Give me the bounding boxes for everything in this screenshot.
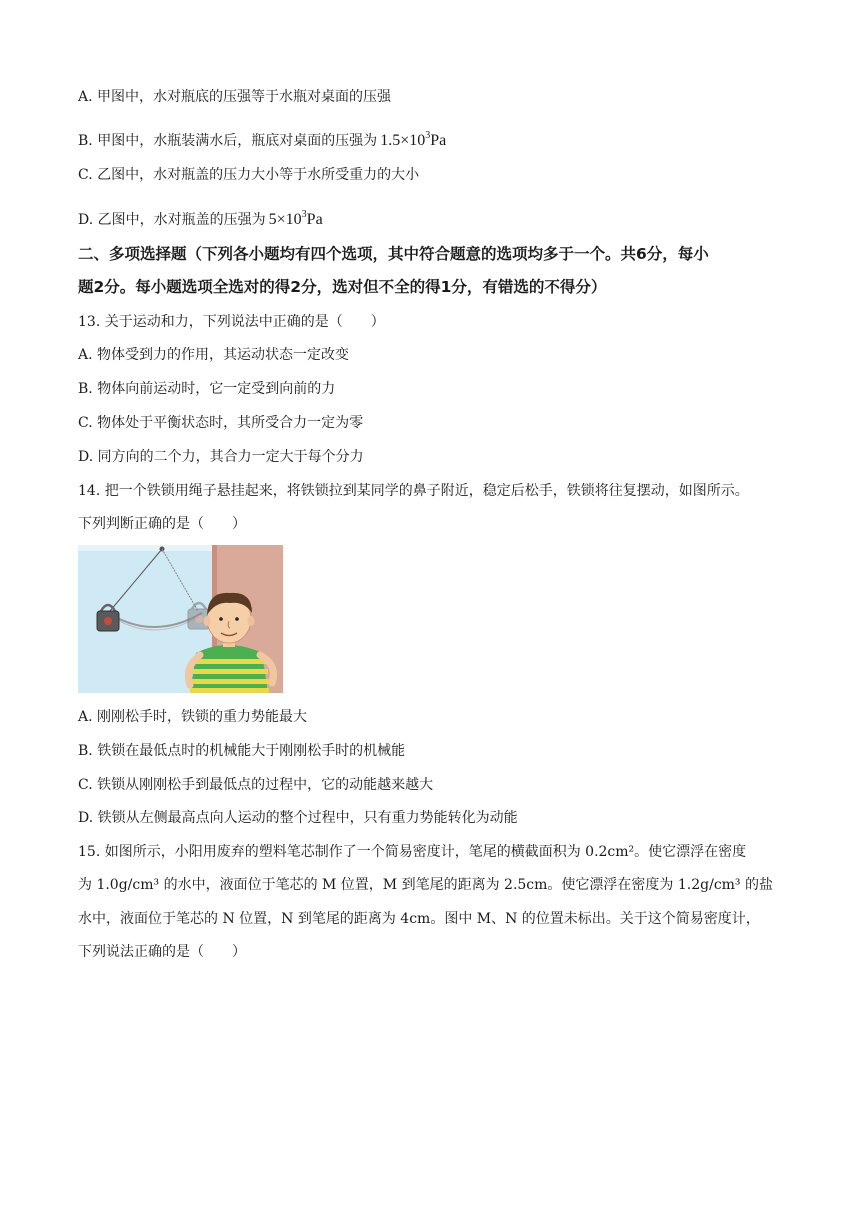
q15-stem-line4: 下列说法正确的是（ ）: [78, 944, 246, 960]
section2-heading-line1: 二、多项选择题（下列各小题均有四个选项，其中符合题意的选项均多于一个。共6分，每小: [78, 245, 709, 263]
formula-mantissa: 1.5×10: [380, 132, 426, 149]
section2-heading-line2: 题2分。每小题选项全选对的得2分，选对但不全的得1分，有错选的不得分）: [78, 278, 607, 296]
q15-stem-line3: 水中，液面位于笔芯的 N 位置，N 到笔尾的距离为 4cm。图中 M、N 的位置未标出。关于这个简易密度计，: [78, 911, 760, 927]
formula-unit: Pa: [430, 132, 447, 149]
q15-stem-line1: 15. 如图所示，小阳用废弃的塑料笔芯制作了一个简易密度计，笔尾的横截面积为 0.2cm²。使它漂浮在密度: [78, 844, 747, 860]
formula-mantissa: 5×10: [268, 211, 302, 228]
ceiling-strip: [78, 545, 218, 551]
q13-option-b: B. 物体向前运动时，它一定受到向前的力: [78, 381, 336, 397]
q12-option-b: [78, 126, 446, 151]
q13-option-d: D. 同方向的二个力，其合力一定大于每个分力: [78, 449, 364, 465]
q12-option-a: A. 甲图中，水对瓶底的压强等于水瓶对桌面的压强: [78, 89, 392, 105]
pendulum-lock-illustration: [78, 545, 283, 693]
q14-option-a: A. 刚刚松手时，铁锁的重力势能最大: [78, 709, 308, 725]
formula-exponent: 3: [301, 209, 307, 220]
q14-stem-line1: 14. 把一个铁锁用绳子悬挂起来，将铁锁拉到某同学的鼻子附近，稳定后松手，铁锁将往复摆动，如图所示。: [78, 483, 749, 499]
q12-option-b-text: B. 甲图中，水瓶装满水后，瓶底对桌面的压强为: [78, 133, 378, 149]
q12-option-b-formula: [380, 132, 446, 149]
q14-option-b: B. 铁锁在最低点时的机械能大于刚刚松手时的机械能: [78, 743, 406, 759]
q12-option-d-formula: [269, 211, 323, 228]
q13-option-a: A. 物体受到力的作用，其运动状态一定改变: [78, 347, 350, 363]
formula-unit: Pa: [306, 211, 323, 228]
formula-exponent: 3: [425, 130, 431, 141]
q12-option-d: [78, 205, 323, 230]
q14-option-c: C. 铁锁从刚刚松手到最低点的过程中，它的动能越来越大: [78, 777, 434, 793]
pendulum-lock-figure: [78, 545, 283, 693]
q12-option-d-text: D. 乙图中，水对瓶盖的压强为: [78, 212, 266, 228]
q13-option-c: C. 物体处于平衡状态时，其所受合力一定为零: [78, 415, 364, 431]
q15-stem-line2: 为 1.0g/cm³ 的水中，液面位于笔芯的 M 位置，M 到笔尾的距离为 2.5cm。使它漂浮在密度为 1.2g/cm³ 的盐: [78, 877, 773, 893]
q14-option-d: D. 铁锁从左侧最高点向人运动的整个过程中，只有重力势能转化为动能: [78, 810, 518, 826]
q14-stem-line2: 下列判断正确的是（ ）: [78, 516, 246, 532]
q12-option-c: C. 乙图中，水对瓶盖的压力大小等于水所受重力的大小: [78, 167, 420, 183]
q13-stem: 13. 关于运动和力，下列说法中正确的是（ ）: [78, 314, 385, 330]
